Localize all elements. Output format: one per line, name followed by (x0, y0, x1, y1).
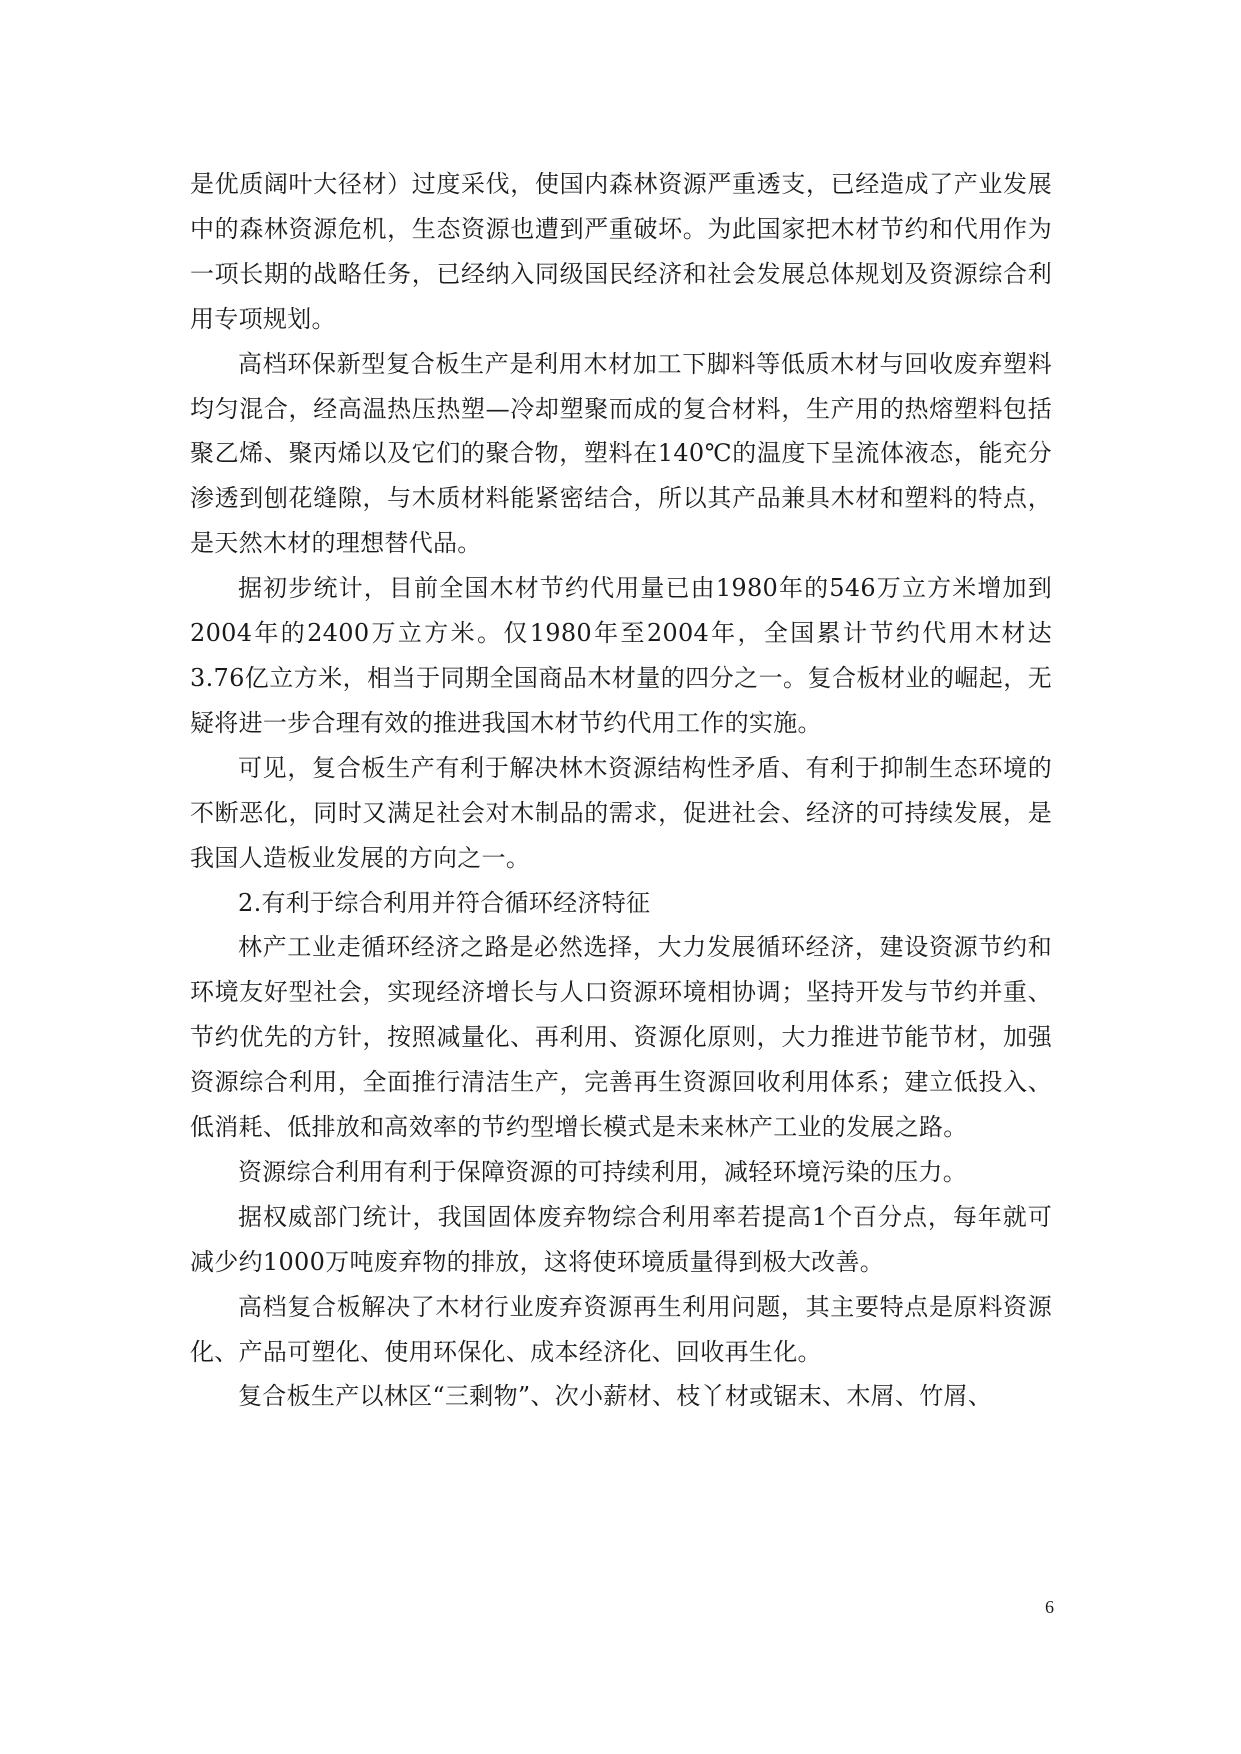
paragraph-resource-utilization: 资源综合利用有利于保障资源的可持续利用，减轻环境污染的压力。 (238, 1157, 967, 1186)
paragraph-conclusion: 可见，复合板生产有利于解决林木资源结构性矛盾、有利于抑制生态环境的不断恶化，同时又满足社会对木制品的需求，促进社会、经济的可持续发展，是我国人造板业发展的方向之一。 (190, 753, 1052, 872)
body-text (190, 162, 1052, 1419)
section-heading: 2.有利于综合利用并符合循环经济特征 (238, 888, 651, 917)
paragraph-board-features: 高档复合板解决了木材行业废弃资源再生利用问题，其主要特点是原料资源化、产品可塑化、使用环保化、成本经济化、回收再生化。 (190, 1292, 1052, 1366)
paragraph-circular-economy: 林产工业走循环经济之路是必然选择，大力发展循环经济，建设资源节约和环境友好型社会，实现经济增长与人口资源环境相协调；坚持开发与节约并重、节约优先的方针，按照减量化、再利用、资源化原则，大力推进节能节材，加强资源综合利用，全面推行清洁生产，完善再生资源回收利用体系；建立低投入、低消耗、低排放和高效率的节约型增长模式是未来林产工业的发展之路。 (190, 933, 1052, 1142)
page-number: 6 (1045, 1597, 1054, 1617)
paragraph-raw-materials: 复合板生产以林区“三剩物”、次小薪材、枝丫材或锯末、木屑、竹屑、 (238, 1382, 993, 1411)
paragraph-continuation: 是优质阔叶大径材）过度采伐，使国内森林资源严重透支，已经造成了产业发展中的森林资源危机，生态资源也遭到严重破坏。为此国家把木材节约和代用作为一项长期的战略任务，已经纳入同级国民经济和社会发展总体规划及资源综合利用专项规划。 (190, 170, 1052, 333)
paragraph-composite-board-production: 高档环保新型复合板生产是利用木材加工下脚料等低质木材与回收废弃塑料均匀混合，经高温热压热塑—冷却塑聚而成的复合材料，生产用的热熔塑料包括聚乙烯、聚丙烯以及它们的聚合物，塑料在140℃的温度下呈流体液态，能充分渗透到刨花缝隙，与木质材料能紧密结合，所以其产品兼具木材和塑料的特点，是天然木材的理想替代品。 (190, 349, 1052, 558)
paragraph-waste-statistics: 据权威部门统计，我国固体废弃物综合利用率若提高1个百分点，每年就可减少约1000万吨废弃物的排放，这将使环境质量得到极大改善。 (190, 1202, 1052, 1276)
paragraph-wood-saving-statistics: 据初步统计，目前全国木材节约代用量已由1980年的546万立方米增加到2004年的2400万立方米。仅1980年至2004年，全国累计节约代用木材达3.76亿立方米，相当于同期全国商品木材量的四分之一。复合板材业的崛起，无疑将进一步合理有效的推进我国木材节约代用工作的实施。 (190, 574, 1052, 737)
